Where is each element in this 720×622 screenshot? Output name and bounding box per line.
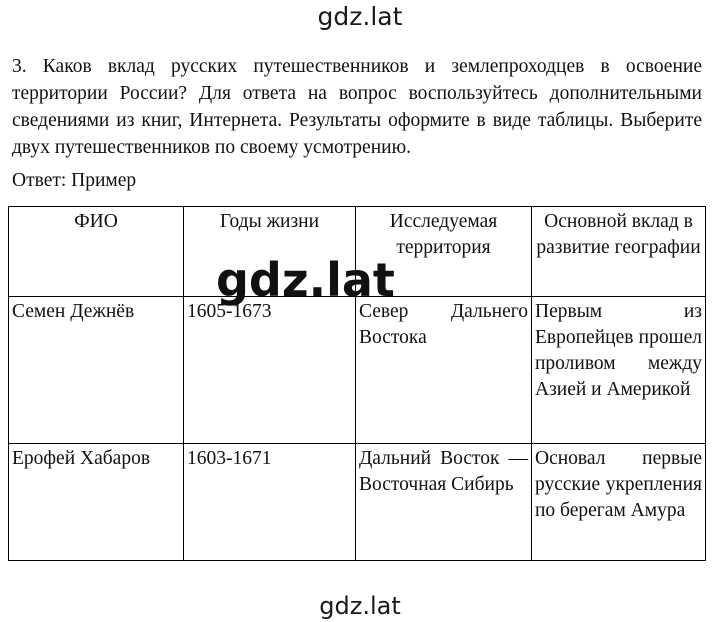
cell-contribution: Первым из Европейцев прошел проливом между Азией и Америкой [532,297,706,444]
answer-label: Ответ: Пример [12,170,137,191]
watermark-middle: gdz.lat [216,253,395,307]
cell-name: Ерофей Хабаров [9,444,184,561]
cell-contribution: Основал первые русские укрепления по берегам Амура [532,444,706,561]
header-contribution: Основной вклад в развитие географии [532,207,706,297]
cell-years: 1605-1673 [184,297,356,444]
question-text: 3. Каков вклад русских путешественников и землепроходцев в освоение территории России? Для ответа на вопрос воспользуйтесь дополнительными сведениями из книг, Интернета. Результаты оформите в виде таблицы. Выберите двух путешественников по своему усмотрению. [12,56,702,158]
cell-territory: Дальний Восток — Восточная Сибирь [356,444,532,561]
watermark-top: gdz.lat [317,2,403,31]
table-row [9,444,706,561]
header-years: Годы жизни [184,207,356,297]
header-name: ФИО [9,207,184,297]
cell-years: 1603-1671 [184,444,356,561]
cell-name: Семен Дежнёв [9,297,184,444]
header-territory: Исследуемая территория [356,207,532,297]
table-row [9,297,706,444]
cell-territory: Север Дальнего Востока [356,297,532,444]
watermark-bottom: gdz.lat [319,592,401,620]
